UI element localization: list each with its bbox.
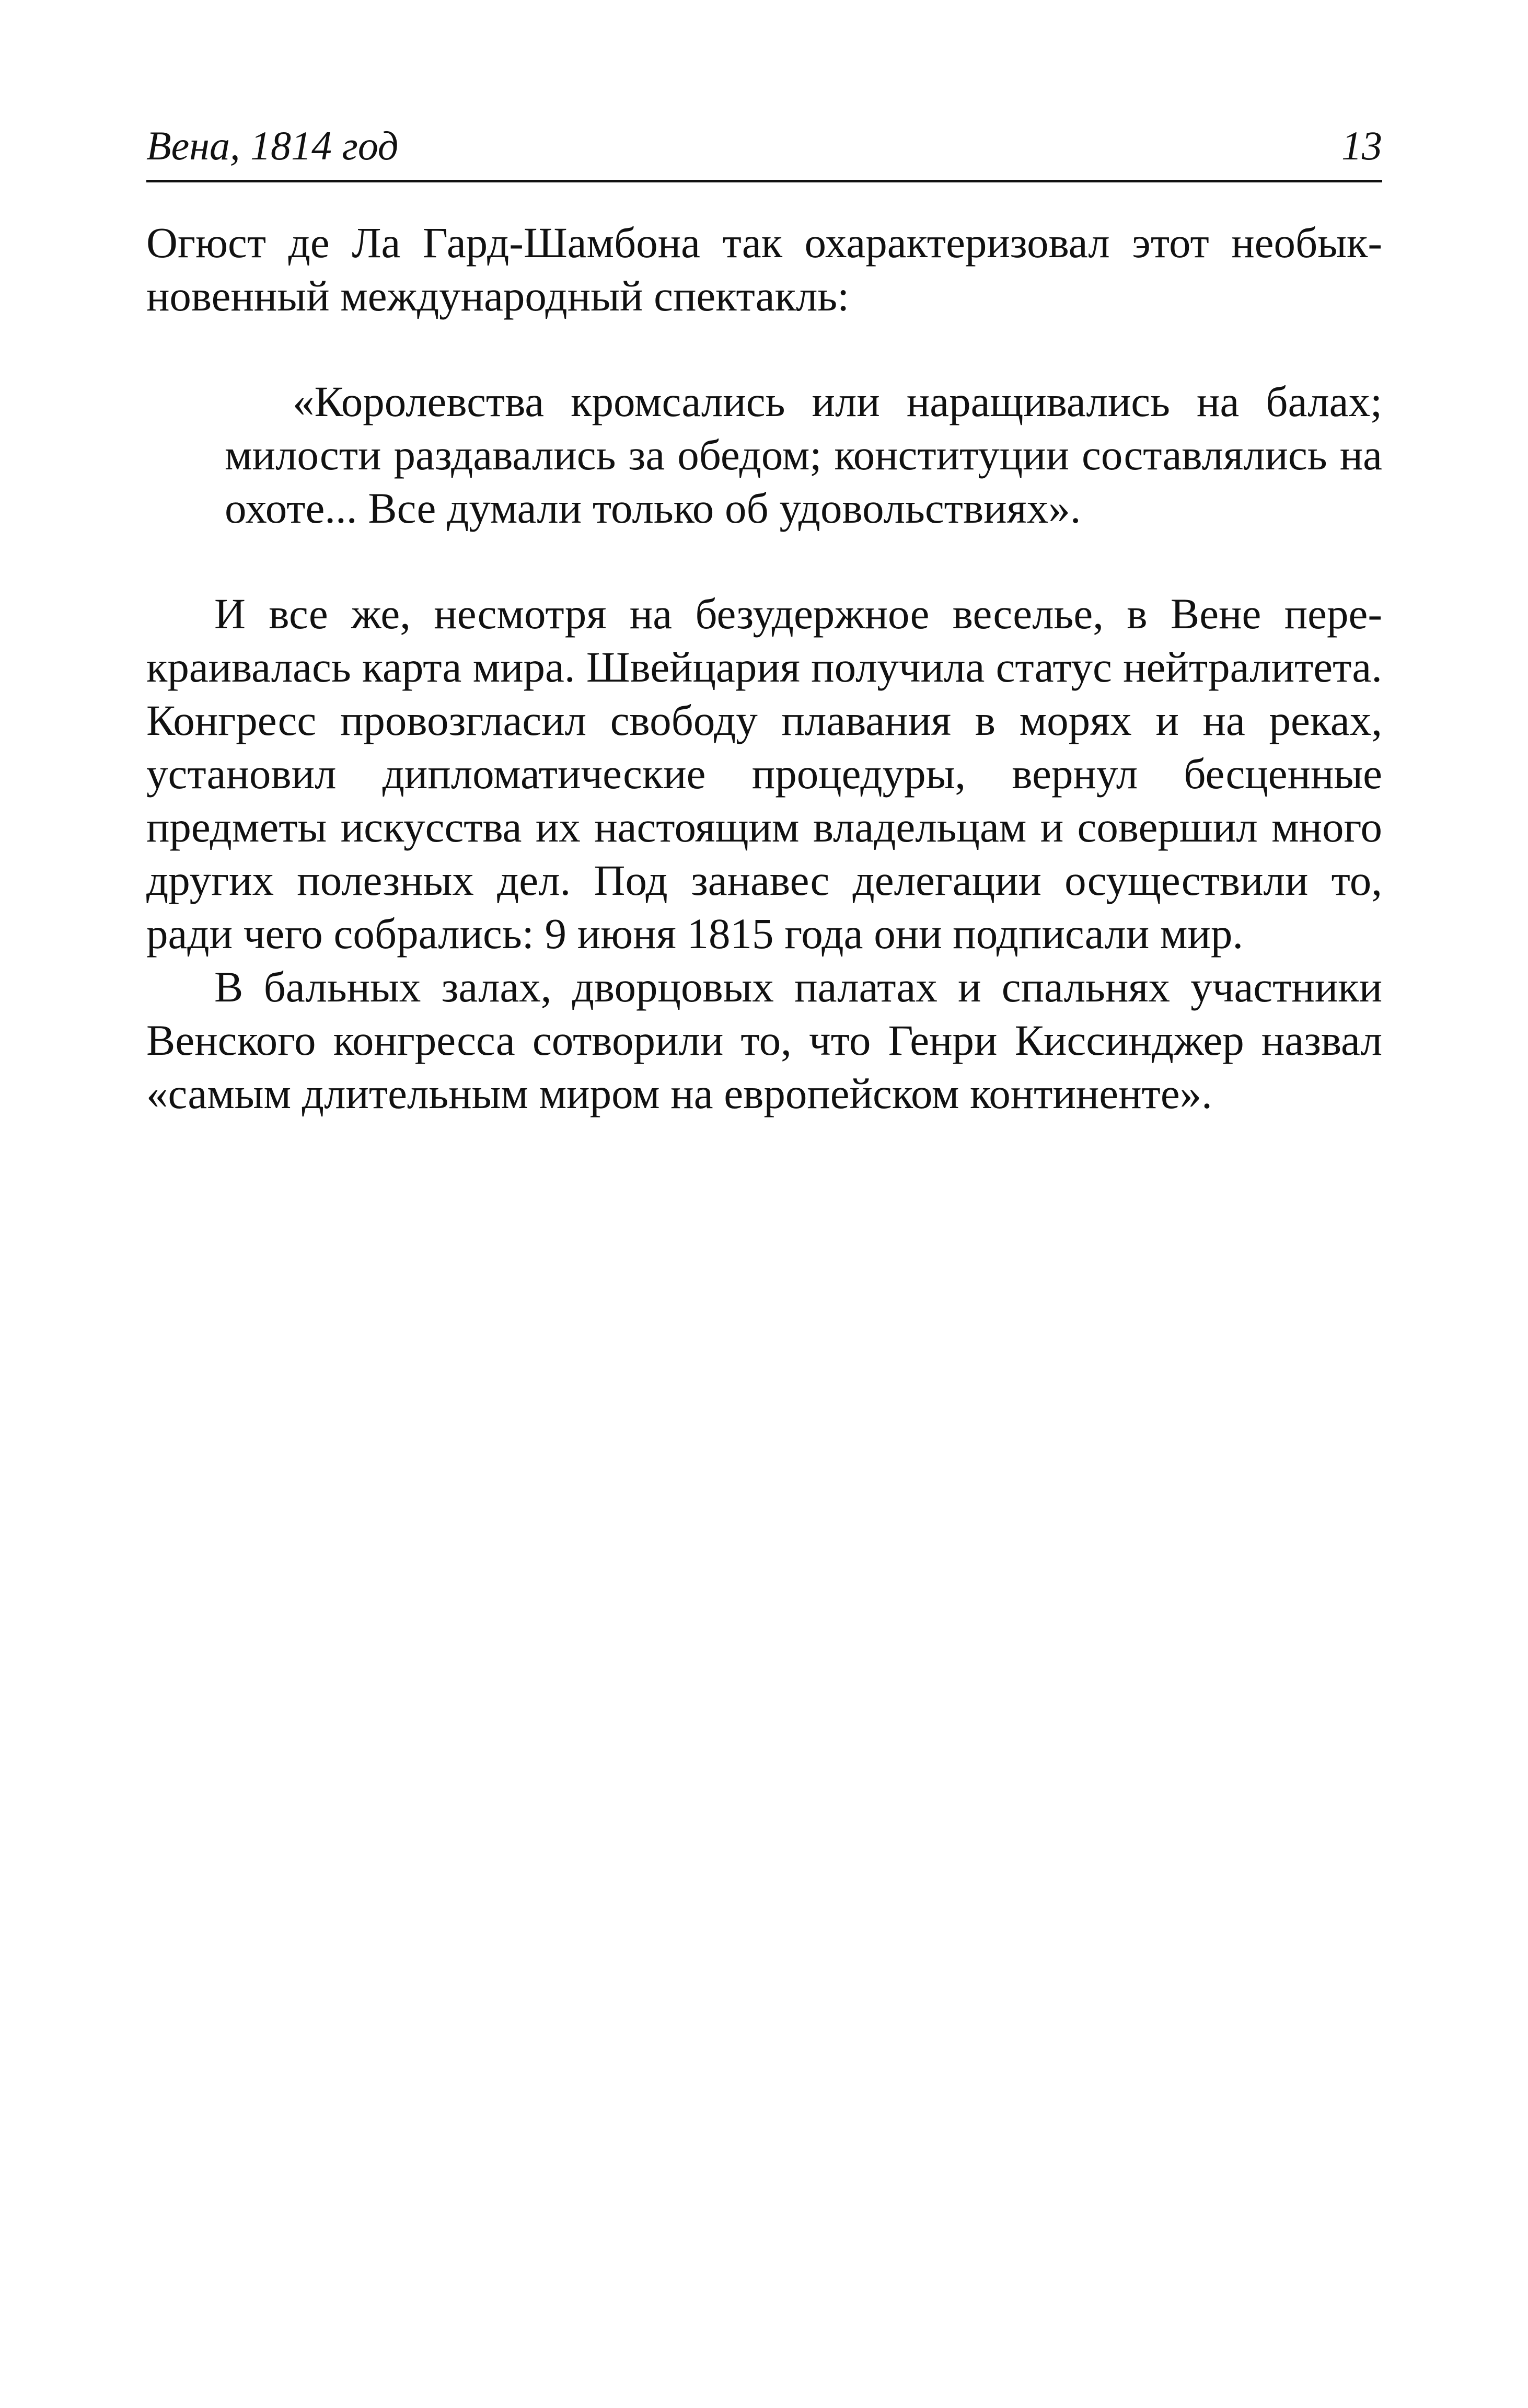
paragraph-intro: Огюст де Ла Гард-Шамбона так охарактеризовал этот необыкновенный международный спектакль: bbox=[146, 218, 1382, 320]
book-page bbox=[146, 125, 1382, 1120]
running-head bbox=[146, 125, 1382, 182]
running-title: Вена, 1814 год bbox=[146, 123, 399, 168]
paragraph-congress: И все же, несмотря на безудержное веселье, в Вене перекраивалась карта мира. Швейцария получила статус нейтралитета. Конгресс провозгласил свободу плавания в морях и на реках, установил дипломатические процедуры, вернул бесценные предметы искусства их настоящим владельцам и совершил много других полезных дел. Под занавес делегации осуществили то, ради чего собрались: 9 июня 1815 года они подписали мир. bbox=[146, 590, 1382, 958]
page-number: 13 bbox=[1341, 123, 1382, 168]
paragraph-conclusion: В бальных залах, дворцовых палатах и спальнях участники Венского конгресса сотворили то, что Генри Киссинджер назвал «самым длительным миром на европейском континенте». bbox=[146, 963, 1382, 1117]
body-text bbox=[146, 216, 1382, 1120]
block-quote: «Королевства кромсались или наращивались на балах; милости раздавались за обедом; конституции составлялись на охоте... Все думали только об удовольствиях». bbox=[225, 377, 1382, 532]
